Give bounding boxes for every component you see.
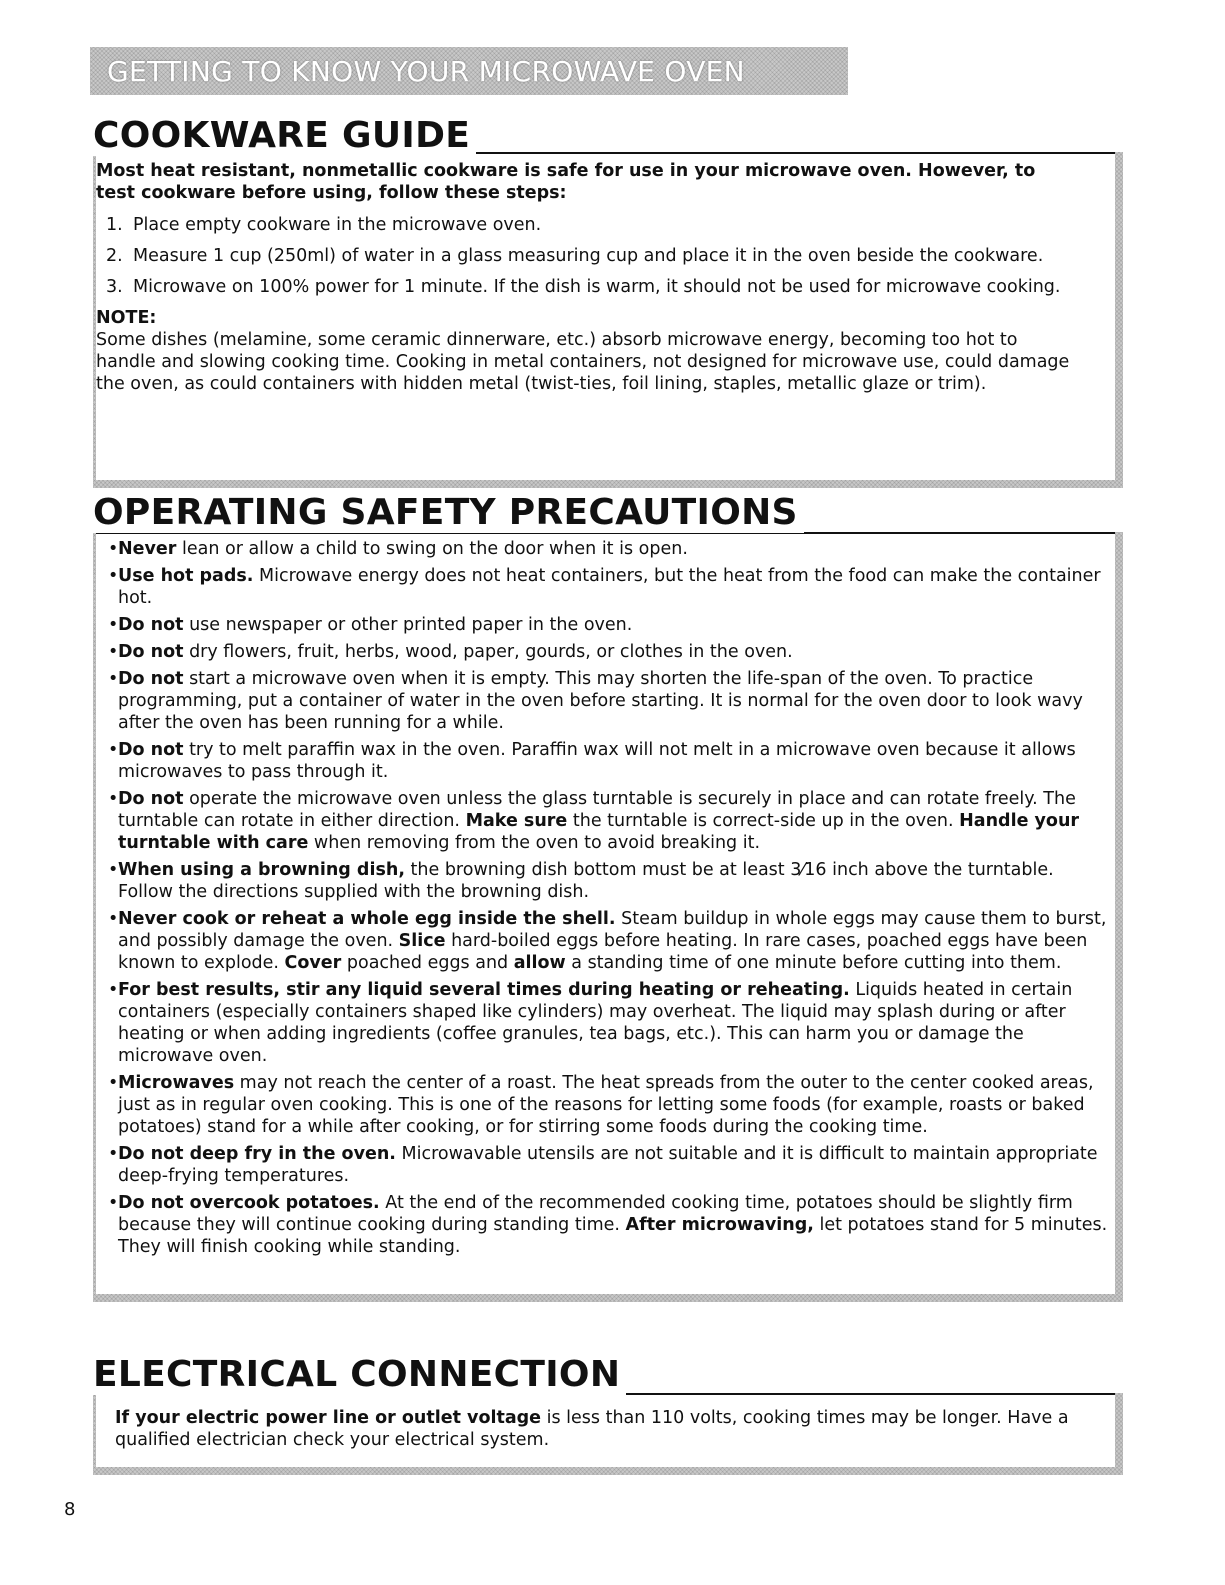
cookware-guide-box [93, 152, 1117, 482]
safety-item [96, 538, 1109, 560]
safety-emphasis: Do not [118, 642, 184, 662]
safety-emphasis: Make sure [465, 811, 568, 831]
safety-list [96, 538, 1109, 1258]
safety-emphasis: allow [513, 953, 566, 973]
step-text: Microwave on 100% power for 1 minute. If the dish is warm, it should not be used for microwave cooking. [133, 277, 1061, 297]
safety-text: At the end of the recommended cooking time, potatoes should be slightly firm because they will continue cooking during standing time. [118, 1193, 1073, 1235]
safety-emphasis: Do not deep fry in the oven. [118, 1144, 396, 1164]
safety-emphasis: Do not [118, 669, 184, 689]
safety-text: Liquids heated in certain containers (especially containers shaped like cylinders) may overheat. The liquid may splash during or after heating or when adding ingredients (coffee granules, tea bags, etc.). This can harm you or damage the microwave oven. [118, 980, 1073, 1066]
electrical-connection-box [93, 1393, 1117, 1469]
electrical-text: is less than 110 volts, cooking times may be longer. Have a qualified electrician check your electrical system. [115, 1408, 1069, 1450]
bullet-dot: • [108, 539, 119, 559]
safety-emphasis: Do not [118, 789, 184, 809]
safety-emphasis: Do not overcook potatoes. [118, 1193, 380, 1213]
safety-item [96, 979, 1109, 1067]
safety-precautions-box [93, 532, 1117, 1296]
bullet-dot: • [108, 1193, 119, 1213]
safety-text: hard-boiled eggs before heating. In rare cases, poached eggs have been known to explode. [118, 931, 1088, 973]
bullet-dot: • [108, 860, 119, 880]
safety-item [96, 908, 1109, 974]
safety-item [96, 739, 1109, 783]
safety-item [96, 668, 1109, 734]
safety-text: Steam buildup in whole eggs may cause them to burst, and possibly damage the oven. [118, 909, 1107, 951]
safety-emphasis: Do not [118, 615, 184, 635]
safety-item [96, 1192, 1109, 1258]
safety-item [96, 565, 1109, 609]
bullet-dot: • [108, 909, 119, 929]
safety-text: a standing time of one minute before cutting into them. [565, 953, 1062, 973]
bullet-dot: • [108, 615, 119, 635]
bullet-dot: • [108, 740, 119, 760]
safety-item [96, 614, 1109, 636]
safety-text: lean or allow a child to swing on the door when it is open. [176, 539, 688, 559]
cookware-step [96, 276, 1079, 298]
step-number: 1. [106, 215, 123, 235]
electrical-content [115, 1407, 1085, 1451]
safety-text: start a microwave oven when it is empty. This may shorten the life-span of the oven. To practice programming, put a container of water in the oven before starting. It is normal for the oven door to look wavy after the oven has been running for a while. [118, 669, 1083, 733]
safety-content [96, 538, 1109, 1263]
safety-text: the turntable is correct-side up in the oven. [567, 811, 960, 831]
cookware-step [96, 245, 1079, 267]
electrical-lead: If your electric power line or outlet voltage [115, 1408, 542, 1428]
safety-emphasis: Cover [284, 953, 342, 973]
safety-emphasis: Microwaves [118, 1073, 235, 1093]
bullet-dot: • [108, 1144, 119, 1164]
safety-emphasis: When using a browning dish, [118, 860, 405, 880]
step-number: 3. [106, 277, 123, 297]
safety-emphasis: Use hot pads. [118, 566, 254, 586]
safety-emphasis: Never [118, 539, 177, 559]
safety-item [96, 1072, 1109, 1138]
safety-text: when removing from the oven to avoid breaking it. [308, 833, 761, 853]
safety-emphasis: For best results, stir any liquid several times during heating or reheating. [118, 980, 850, 1000]
step-text: Measure 1 cup (250ml) of water in a glass measuring cup and place it in the oven beside the cookware. [133, 246, 1044, 266]
bullet-dot: • [108, 980, 119, 1000]
safety-emphasis: Never cook or reheat a whole egg inside the shell. [118, 909, 616, 929]
cookware-content [96, 160, 1079, 395]
note-text: Some dishes (melamine, some ceramic dinnerware, etc.) absorb microwave energy, becoming too hot to handle and slowing cooking time. Cooking in metal containers, not designed for microwave use, could damage the oven, as could containers with hidden metal (twist-ties, foil lining, staples, metallic glaze or trim). [96, 330, 1070, 394]
step-text: Place empty cookware in the microwave oven. [133, 215, 542, 235]
safety-emphasis: After microwaving, [625, 1215, 814, 1235]
safety-text: let potatoes stand for 5 minutes. They will finish cooking while standing. [118, 1215, 1108, 1257]
bullet-dot: • [108, 642, 119, 662]
safety-text: the browning dish bottom must be at least 3⁄16 inch above the turntable. Follow the directions supplied with the browning dish. [118, 860, 1054, 902]
bullet-dot: • [108, 1073, 119, 1093]
safety-item [96, 859, 1109, 903]
safety-emphasis: Handle your turntable with care [118, 811, 1080, 853]
safety-text: use newspaper or other printed paper in the oven. [183, 615, 633, 635]
bullet-dot: • [108, 566, 119, 586]
safety-text: try to melt paraffin wax in the oven. Paraffin wax will not melt in a microwave oven because it allows microwaves to pass through it. [118, 740, 1076, 782]
safety-text: may not reach the center of a roast. The heat spreads from the outer to the center cooked areas, just as in regular oven cooking. This is one of the reasons for letting some foods (for example, roasts or baked potatoes) stand for a while after cooking, or for stirring some foods during the cooking time. [118, 1073, 1094, 1137]
safety-item [96, 1143, 1109, 1187]
electrical-connection-title: ELECTRICAL CONNECTION [93, 1357, 626, 1393]
safety-text: poached eggs and [341, 953, 514, 973]
safety-text: operate the microwave oven unless the glass turntable is securely in place and can rotate freely. The turntable can rotate in either direction. [118, 789, 1076, 831]
banner-text: GETTING TO KNOW YOUR MICROWAVE OVEN [107, 54, 745, 88]
section-banner [90, 47, 848, 95]
bullet-dot: • [108, 789, 119, 809]
cookware-intro: Most heat resistant, nonmetallic cookware is safe for use in your microwave oven. However, to test cookware before using, follow these steps: [96, 161, 1036, 203]
cookware-step [96, 214, 1079, 236]
safety-precautions-title: OPERATING SAFETY PRECAUTIONS [93, 495, 804, 531]
cookware-guide-title: COOKWARE GUIDE [93, 118, 476, 154]
safety-item [96, 641, 1109, 663]
cookware-steps [96, 214, 1079, 298]
safety-emphasis: Do not [118, 740, 184, 760]
step-number: 2. [106, 246, 123, 266]
safety-text: dry flowers, fruit, herbs, wood, paper, gourds, or clothes in the oven. [183, 642, 793, 662]
note-label: NOTE: [96, 308, 157, 328]
safety-text: Microwavable utensils are not suitable and it is difficult to maintain appropriate deep-frying temperatures. [118, 1144, 1098, 1186]
safety-item [96, 788, 1109, 854]
page-number: 8 [64, 1499, 76, 1520]
bullet-dot: • [108, 669, 119, 689]
safety-text: Microwave energy does not heat containers, but the heat from the food can make the container hot. [118, 566, 1101, 608]
safety-emphasis: Slice [398, 931, 446, 951]
